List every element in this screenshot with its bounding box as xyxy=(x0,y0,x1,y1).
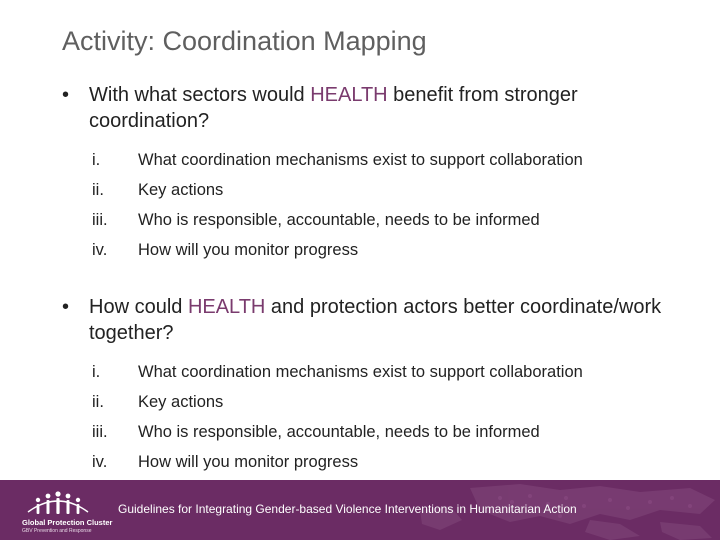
bullet-text xyxy=(62,82,662,134)
sublist-1 xyxy=(92,145,692,265)
list-item xyxy=(92,205,692,235)
bullet-text-post: and protection actors better coordinate/work together? xyxy=(89,296,662,344)
list-item xyxy=(92,145,692,175)
bullet-text-pre: How could xyxy=(89,296,188,318)
health-highlight: HEALTH xyxy=(310,84,388,106)
item-text: How will you monitor progress xyxy=(138,241,359,259)
list-item xyxy=(92,417,692,447)
bullet-1 xyxy=(62,82,662,134)
sublist-2 xyxy=(92,357,692,477)
item-text: Key actions xyxy=(138,393,224,411)
bullet-text-post: benefit from stronger coordination? xyxy=(89,84,578,132)
health-highlight: HEALTH xyxy=(187,296,266,318)
list-item xyxy=(92,447,692,477)
list-item xyxy=(92,357,692,387)
item-number: i. xyxy=(92,151,101,169)
item-text: Key actions xyxy=(138,181,224,199)
list-item xyxy=(92,235,692,265)
item-number: iv. xyxy=(92,453,108,471)
list-item xyxy=(92,175,692,205)
item-text: Who is responsible, accountable, needs to be informed xyxy=(138,211,540,229)
bullet-text xyxy=(62,294,662,346)
item-text: How will you monitor progress xyxy=(138,453,359,471)
logo-name: Global Protection Cluster xyxy=(22,518,113,527)
bullet-marker: • xyxy=(62,84,70,106)
item-number: ii. xyxy=(92,393,104,411)
bullet-text-pre: With what sectors would xyxy=(89,84,311,106)
list-item xyxy=(92,387,692,417)
logo-subtitle: GBV Prevention and Response xyxy=(22,528,92,534)
bullet-2 xyxy=(62,294,662,346)
item-number: iv. xyxy=(92,241,108,259)
item-text: What coordination mechanisms exist to support collaboration xyxy=(138,363,583,381)
footer-bar xyxy=(0,480,720,540)
bullet-marker: • xyxy=(62,296,70,318)
item-text: What coordination mechanisms exist to support collaboration xyxy=(138,151,583,169)
footer-caption: Guidelines for Integrating Gender-based Violence Interventions in Humanitarian Action xyxy=(118,502,577,516)
item-number: iii. xyxy=(92,211,108,229)
item-number: i. xyxy=(92,363,101,381)
item-text: Who is responsible, accountable, needs to be informed xyxy=(138,423,540,441)
slide-title: Activity: Coordination Mapping xyxy=(62,26,427,56)
item-number: ii. xyxy=(92,181,104,199)
item-number: iii. xyxy=(92,423,108,441)
